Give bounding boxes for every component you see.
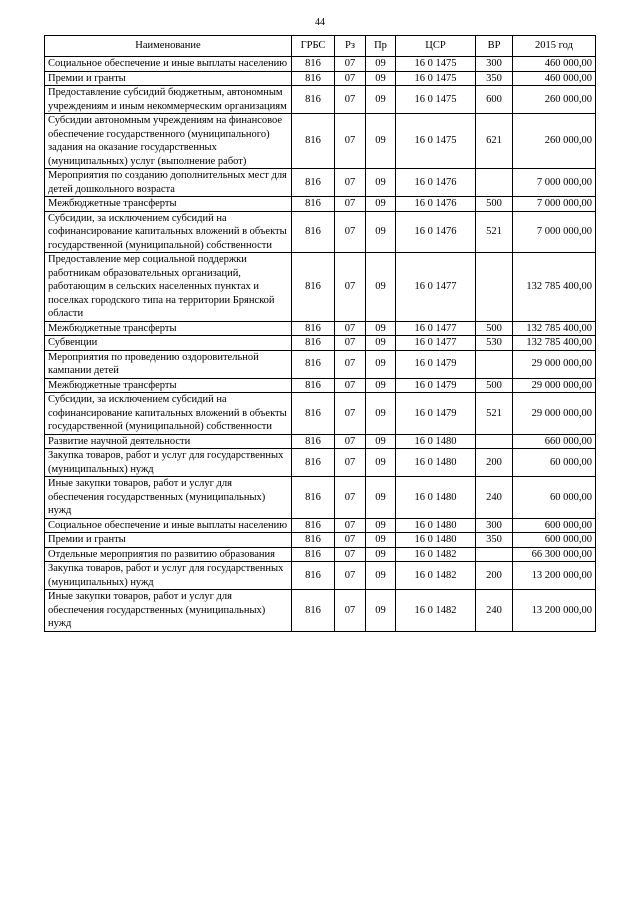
cell-sum: 29 000 000,00 [513,378,596,393]
cell-vr: 350 [476,533,513,548]
table-body [45,57,596,632]
cell-name: Закупка товаров, работ и услуг для государственных (муниципальных) нужд [45,562,292,590]
cell-grbs: 816 [292,562,335,590]
cell-pr: 09 [366,114,396,169]
table-row [45,350,596,378]
cell-grbs: 816 [292,321,335,336]
cell-name: Субсидии, за исключением субсидий на софинансирование капитальных вложений в объекты государственной (муниципальной) собственности [45,393,292,435]
table-row [45,114,596,169]
cell-pr: 09 [366,321,396,336]
cell-sum: 13 200 000,00 [513,562,596,590]
cell-csr: 16 0 1479 [396,393,476,435]
cell-vr: 300 [476,57,513,72]
header-csr: ЦСР [396,36,476,57]
cell-pr: 09 [366,350,396,378]
cell-vr: 200 [476,562,513,590]
cell-name: Межбюджетные трансферты [45,378,292,393]
cell-vr [476,169,513,197]
cell-rz: 07 [335,378,366,393]
cell-pr: 09 [366,590,396,632]
cell-vr [476,547,513,562]
cell-sum: 460 000,00 [513,71,596,86]
cell-sum: 260 000,00 [513,86,596,114]
table-row [45,393,596,435]
cell-grbs: 816 [292,197,335,212]
table-row [45,547,596,562]
header-grbs: ГРБС [292,36,335,57]
cell-name: Мероприятия по созданию дополнительных мест для детей дошкольного возраста [45,169,292,197]
cell-rz: 07 [335,197,366,212]
table-header-row [45,36,596,57]
table-row [45,57,596,72]
cell-csr: 16 0 1477 [396,253,476,322]
table-row [45,518,596,533]
table-row [45,253,596,322]
cell-pr: 09 [366,477,396,519]
header-name: Наименование [45,36,292,57]
cell-sum: 29 000 000,00 [513,350,596,378]
cell-csr: 16 0 1479 [396,378,476,393]
cell-rz: 07 [335,211,366,253]
cell-vr: 530 [476,336,513,351]
cell-name: Развитие научной деятельности [45,434,292,449]
cell-pr: 09 [366,533,396,548]
cell-grbs: 816 [292,336,335,351]
table-row [45,533,596,548]
cell-csr: 16 0 1475 [396,114,476,169]
cell-pr: 09 [366,86,396,114]
cell-csr: 16 0 1482 [396,562,476,590]
cell-sum: 660 000,00 [513,434,596,449]
cell-name: Предоставление мер социальной поддержки работникам образовательных организаций, работающим в сельских населенных пунктах и поселках городского типа на территории Брянской области [45,253,292,322]
cell-grbs: 816 [292,533,335,548]
cell-rz: 07 [335,477,366,519]
cell-name: Иные закупки товаров, работ и услуг для обеспечения государственных (муниципальных) нужд [45,477,292,519]
table-row [45,71,596,86]
cell-rz: 07 [335,71,366,86]
cell-rz: 07 [335,350,366,378]
cell-pr: 09 [366,449,396,477]
cell-csr: 16 0 1480 [396,518,476,533]
cell-vr: 500 [476,378,513,393]
cell-sum: 60 000,00 [513,449,596,477]
cell-sum: 60 000,00 [513,477,596,519]
cell-grbs: 816 [292,71,335,86]
cell-csr: 16 0 1476 [396,169,476,197]
cell-pr: 09 [366,434,396,449]
header-vr: ВР [476,36,513,57]
cell-pr: 09 [366,336,396,351]
cell-grbs: 816 [292,378,335,393]
header-year: 2015 год [513,36,596,57]
cell-csr: 16 0 1482 [396,547,476,562]
cell-sum: 7 000 000,00 [513,197,596,212]
cell-pr: 09 [366,169,396,197]
cell-grbs: 816 [292,211,335,253]
cell-rz: 07 [335,253,366,322]
cell-rz: 07 [335,562,366,590]
cell-rz: 07 [335,57,366,72]
cell-name: Премии и гранты [45,533,292,548]
page-number: 44 [315,17,325,28]
cell-sum: 132 785 400,00 [513,253,596,322]
cell-pr: 09 [366,547,396,562]
cell-sum: 7 000 000,00 [513,211,596,253]
table-row [45,321,596,336]
budget-table [44,35,596,632]
cell-grbs: 816 [292,590,335,632]
cell-csr: 16 0 1477 [396,321,476,336]
cell-sum: 260 000,00 [513,114,596,169]
cell-grbs: 816 [292,477,335,519]
cell-csr: 16 0 1482 [396,590,476,632]
cell-vr: 240 [476,590,513,632]
cell-rz: 07 [335,169,366,197]
table-row [45,197,596,212]
cell-vr [476,350,513,378]
cell-name: Межбюджетные трансферты [45,321,292,336]
cell-grbs: 816 [292,547,335,562]
cell-sum: 7 000 000,00 [513,169,596,197]
cell-grbs: 816 [292,350,335,378]
cell-name: Премии и гранты [45,71,292,86]
cell-name: Предоставление субсидий бюджетным, автономным учреждениям и иным некоммерческим организациям [45,86,292,114]
cell-name: Мероприятия по проведению оздоровительной кампании детей [45,350,292,378]
cell-grbs: 816 [292,449,335,477]
cell-grbs: 816 [292,114,335,169]
cell-rz: 07 [335,434,366,449]
table-row [45,378,596,393]
cell-sum: 132 785 400,00 [513,321,596,336]
cell-vr: 600 [476,86,513,114]
cell-csr: 16 0 1480 [396,449,476,477]
cell-pr: 09 [366,378,396,393]
cell-csr: 16 0 1479 [396,350,476,378]
cell-rz: 07 [335,533,366,548]
cell-name: Субсидии автономным учреждениям на финансовое обеспечение государственного (муниципального) задания на оказание государственных (муниципальных) услуг (выполнение работ) [45,114,292,169]
cell-csr: 16 0 1480 [396,477,476,519]
cell-vr: 350 [476,71,513,86]
table-row [45,86,596,114]
table-row [45,336,596,351]
cell-csr: 16 0 1476 [396,197,476,212]
cell-pr: 09 [366,393,396,435]
cell-csr: 16 0 1476 [396,211,476,253]
cell-pr: 09 [366,197,396,212]
cell-rz: 07 [335,449,366,477]
cell-name: Социальное обеспечение и иные выплаты населению [45,57,292,72]
cell-sum: 460 000,00 [513,57,596,72]
cell-pr: 09 [366,518,396,533]
cell-pr: 09 [366,253,396,322]
cell-rz: 07 [335,518,366,533]
cell-vr: 521 [476,393,513,435]
cell-name: Закупка товаров, работ и услуг для государственных (муниципальных) нужд [45,449,292,477]
cell-vr: 200 [476,449,513,477]
cell-csr: 16 0 1480 [396,533,476,548]
table-row [45,211,596,253]
cell-pr: 09 [366,562,396,590]
cell-rz: 07 [335,547,366,562]
cell-grbs: 816 [292,253,335,322]
cell-sum: 600 000,00 [513,533,596,548]
cell-pr: 09 [366,71,396,86]
table-row [45,562,596,590]
cell-sum: 132 785 400,00 [513,336,596,351]
cell-name: Субвенции [45,336,292,351]
table-row [45,477,596,519]
cell-csr: 16 0 1475 [396,86,476,114]
cell-grbs: 816 [292,518,335,533]
cell-pr: 09 [366,57,396,72]
cell-rz: 07 [335,393,366,435]
cell-name: Межбюджетные трансферты [45,197,292,212]
table-row [45,434,596,449]
cell-rz: 07 [335,114,366,169]
cell-name: Отдельные мероприятия по развитию образования [45,547,292,562]
cell-vr [476,434,513,449]
cell-csr: 16 0 1475 [396,57,476,72]
cell-grbs: 816 [292,57,335,72]
cell-grbs: 816 [292,393,335,435]
cell-rz: 07 [335,86,366,114]
header-pr: Пр [366,36,396,57]
table-row [45,590,596,632]
cell-pr: 09 [366,211,396,253]
cell-sum: 29 000 000,00 [513,393,596,435]
cell-csr: 16 0 1475 [396,71,476,86]
cell-name: Социальное обеспечение и иные выплаты населению [45,518,292,533]
cell-vr: 300 [476,518,513,533]
cell-rz: 07 [335,321,366,336]
cell-vr: 621 [476,114,513,169]
table-row [45,169,596,197]
cell-vr: 521 [476,211,513,253]
cell-name: Иные закупки товаров, работ и услуг для обеспечения государственных (муниципальных) нужд [45,590,292,632]
cell-grbs: 816 [292,86,335,114]
cell-sum: 13 200 000,00 [513,590,596,632]
cell-grbs: 816 [292,434,335,449]
cell-csr: 16 0 1480 [396,434,476,449]
header-rz: Рз [335,36,366,57]
cell-name: Субсидии, за исключением субсидий на софинансирование капитальных вложений в объекты государственной (муниципальной) собственности [45,211,292,253]
cell-rz: 07 [335,336,366,351]
cell-sum: 600 000,00 [513,518,596,533]
cell-rz: 07 [335,590,366,632]
cell-vr: 500 [476,197,513,212]
cell-vr: 500 [476,321,513,336]
cell-csr: 16 0 1477 [396,336,476,351]
cell-grbs: 816 [292,169,335,197]
table-row [45,449,596,477]
cell-vr: 240 [476,477,513,519]
cell-sum: 66 300 000,00 [513,547,596,562]
cell-vr [476,253,513,322]
